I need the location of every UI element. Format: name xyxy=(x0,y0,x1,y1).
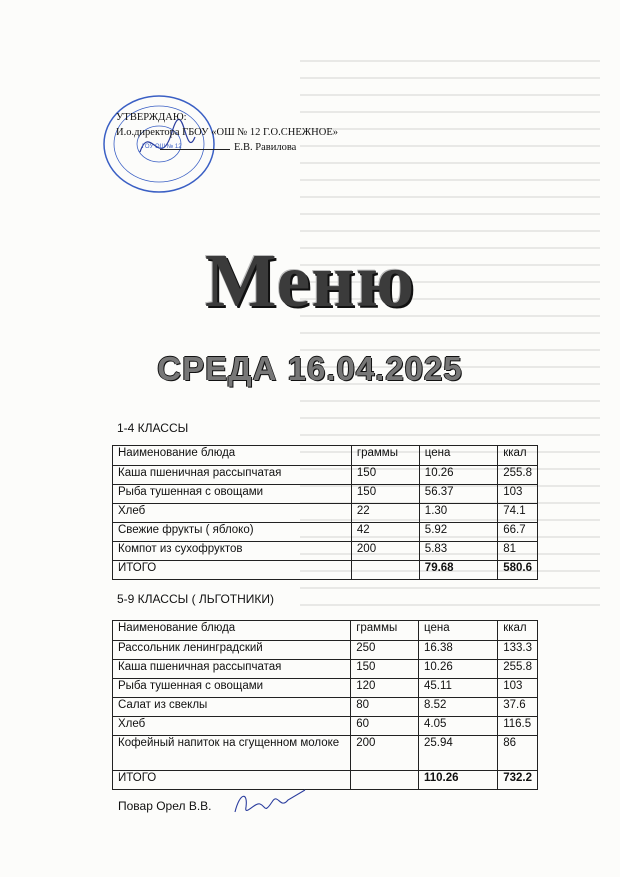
kcal: 66.7 xyxy=(498,523,538,542)
table-row xyxy=(113,504,538,523)
menu-title: Меню xyxy=(204,239,416,323)
price: 10.26 xyxy=(419,466,497,485)
dish-name: Кофейный напиток на сгущенном молоке xyxy=(113,736,351,771)
table-row xyxy=(113,660,538,679)
price: 8.52 xyxy=(419,698,498,717)
grams: 22 xyxy=(351,504,419,523)
dish-name: Салат из свеклы xyxy=(113,698,351,717)
price: 16.38 xyxy=(419,641,498,660)
kcal: 255.8 xyxy=(498,466,538,485)
price: 1.30 xyxy=(419,504,497,523)
total-label: ИТОГО xyxy=(113,561,352,580)
price: 5.92 xyxy=(419,523,497,542)
table-row xyxy=(113,679,538,698)
table-row xyxy=(113,523,538,542)
kcal: 116.5 xyxy=(498,717,538,736)
dish-name: Компот из сухофруктов xyxy=(113,542,352,561)
table-row xyxy=(113,542,538,561)
grams: 150 xyxy=(351,485,419,504)
grams: 200 xyxy=(351,736,419,771)
menu-table-secondary xyxy=(112,620,538,790)
table-row xyxy=(113,736,538,771)
total-row xyxy=(113,771,538,790)
table-header-row xyxy=(113,446,538,466)
total-price: 110.26 xyxy=(419,771,498,790)
column-header: цена xyxy=(419,446,497,466)
table-row xyxy=(113,641,538,660)
kcal: 255.8 xyxy=(498,660,538,679)
grams: 250 xyxy=(351,641,419,660)
table-row xyxy=(113,717,538,736)
dish-name: Рыба тушенная с овощами xyxy=(113,485,352,504)
total-price: 79.68 xyxy=(419,561,497,580)
total-kcal: 580.6 xyxy=(498,561,538,580)
dish-name: Хлеб xyxy=(113,717,351,736)
kcal: 74.1 xyxy=(498,504,538,523)
approval-signature-line xyxy=(116,140,338,155)
menu-table-primary xyxy=(112,445,538,580)
dish-name: Хлеб xyxy=(113,504,352,523)
total-row xyxy=(113,561,538,580)
kcal: 86 xyxy=(498,736,538,771)
section-heading: 1-4 КЛАССЫ xyxy=(117,421,189,435)
total-grams xyxy=(351,771,419,790)
section-heading: 5-9 КЛАССЫ ( ЛЬГОТНИКИ) xyxy=(117,592,275,606)
price: 45.11 xyxy=(419,679,498,698)
column-header: Наименование блюда xyxy=(113,446,352,466)
grams: 42 xyxy=(351,523,419,542)
cook-signature-label: Повар Орел В.В. xyxy=(118,799,212,813)
kcal: 133.3 xyxy=(498,641,538,660)
price: 56.37 xyxy=(419,485,497,504)
price: 4.05 xyxy=(419,717,498,736)
column-header: граммы xyxy=(351,621,419,641)
table-row xyxy=(113,466,538,485)
approval-heading: УТВЕРЖДАЮ: xyxy=(116,112,187,123)
column-header: цена xyxy=(419,621,498,641)
total-grams xyxy=(351,561,419,580)
column-header: Наименование блюда xyxy=(113,621,351,641)
stamp-text: ГОУ ОШ № 12 xyxy=(142,144,182,150)
column-header: граммы xyxy=(351,446,419,466)
price: 25.94 xyxy=(419,736,498,771)
dish-name: Свежие фрукты ( яблоко) xyxy=(113,523,352,542)
signature-underline xyxy=(160,149,230,150)
price: 10.26 xyxy=(419,660,498,679)
column-header: ккал xyxy=(498,446,538,466)
approval-block xyxy=(116,110,338,155)
dish-name: Рассольник ленинградский xyxy=(113,641,351,660)
table-row xyxy=(113,698,538,717)
kcal: 37.6 xyxy=(498,698,538,717)
menu-date: СРЕДА 16.04.2025 xyxy=(157,350,463,387)
grams: 80 xyxy=(351,698,419,717)
approval-position: И.о.директора ГБОУ «ОШ № 12 Г.О.СНЕЖНОЕ» xyxy=(116,127,339,138)
grams: 150 xyxy=(351,466,419,485)
kcal: 81 xyxy=(498,542,538,561)
dish-name: Каша пшеничная рассыпчатая xyxy=(113,466,352,485)
dish-name: Каша пшеничная рассыпчатая xyxy=(113,660,351,679)
total-label: ИТОГО xyxy=(113,771,351,790)
kcal: 103 xyxy=(498,485,538,504)
table-row xyxy=(113,485,538,504)
price: 5.83 xyxy=(419,542,497,561)
grams: 120 xyxy=(351,679,419,698)
dish-name: Рыба тушенная с овощами xyxy=(113,679,351,698)
grams: 60 xyxy=(351,717,419,736)
grams: 200 xyxy=(351,542,419,561)
total-kcal: 732.2 xyxy=(498,771,538,790)
grams: 150 xyxy=(351,660,419,679)
handwritten-signature xyxy=(230,782,310,822)
table-header-row xyxy=(113,621,538,641)
column-header: ккал xyxy=(498,621,538,641)
kcal: 103 xyxy=(498,679,538,698)
approval-name: Е.В. Равилова xyxy=(234,142,297,153)
